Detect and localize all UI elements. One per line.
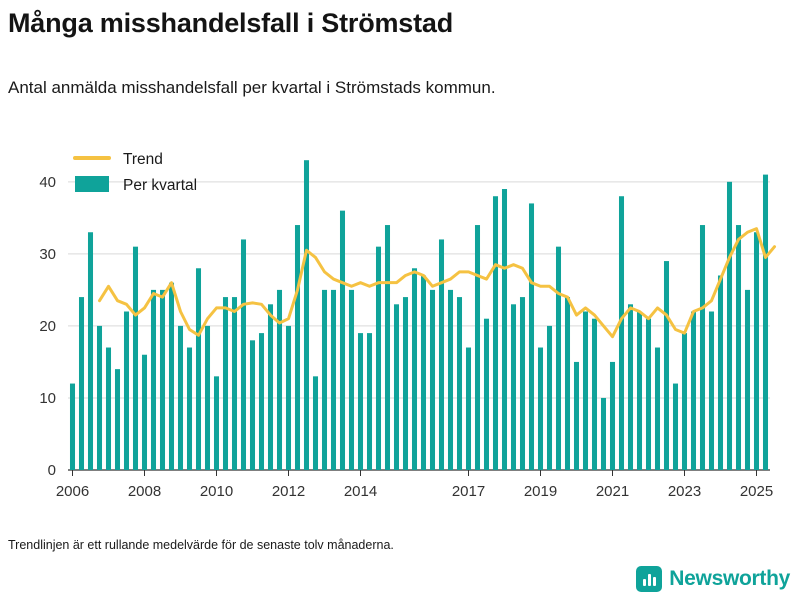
bar: [691, 312, 696, 471]
bar: [115, 369, 120, 470]
bar: [547, 326, 552, 470]
x-axis-tick-label: 2014: [343, 483, 378, 500]
bar: [412, 268, 417, 470]
bar: [511, 304, 516, 470]
bar: [556, 247, 561, 470]
bar: [268, 304, 273, 470]
bar: [286, 326, 291, 470]
bar: [673, 384, 678, 470]
bar: [340, 211, 345, 470]
y-axis-tick-label: 10: [39, 389, 56, 407]
bar: [106, 348, 111, 470]
bar: [646, 319, 651, 470]
chart-footnote: Trendlinjen är ett rullande medelvärde för de senaste tolv månaderna.: [8, 538, 394, 552]
bar: [79, 297, 84, 470]
page-subtitle: Antal anmälda misshandelsfall per kvartal i Strömstads kommun.: [8, 78, 496, 97]
x-axis-tick-label: 2008: [127, 483, 162, 500]
bar: [430, 290, 435, 470]
bar: [277, 290, 282, 470]
bar: [295, 225, 300, 470]
bar: [376, 247, 381, 470]
x-axis-tick-label: 2006: [55, 483, 90, 500]
bar: [484, 319, 489, 470]
y-axis-tick-label: 0: [47, 462, 56, 479]
bar: [142, 355, 147, 470]
logo-text: Newsworthy: [669, 567, 790, 590]
bar: [133, 247, 138, 470]
bar: [520, 297, 525, 470]
bar: [709, 312, 714, 471]
bar: [592, 319, 597, 470]
bar: [304, 160, 309, 470]
bar: [718, 275, 723, 470]
bar: [160, 290, 165, 470]
bar: [322, 290, 327, 470]
x-axis-tick-label: 2019: [523, 483, 558, 500]
bar: [475, 225, 480, 470]
bar: [313, 376, 318, 470]
legend-label: Trend: [123, 151, 163, 168]
bar-chart-icon: [636, 566, 662, 592]
bar: [259, 333, 264, 470]
bar: [214, 376, 219, 470]
bar: [754, 232, 759, 470]
bar-chart: [0, 125, 800, 510]
bar: [448, 290, 453, 470]
newsworthy-logo: [636, 566, 790, 592]
bar: [619, 196, 624, 470]
bar: [664, 261, 669, 470]
bar: [88, 232, 93, 470]
bar: [205, 326, 210, 470]
bar: [745, 290, 750, 470]
bar: [466, 348, 471, 470]
bar: [493, 196, 498, 470]
bar: [70, 384, 75, 470]
bar: [250, 340, 255, 470]
bar: [439, 239, 444, 470]
x-axis-tick-label: 2023: [667, 483, 702, 500]
bar: [223, 297, 228, 470]
bar: [232, 297, 237, 470]
bar: [151, 290, 156, 470]
x-axis-tick-label: 2012: [271, 483, 306, 500]
bar: [529, 203, 534, 470]
legend-marker-per-kvartal: [75, 176, 109, 192]
bar: [385, 225, 390, 470]
bar: [196, 268, 201, 470]
bar: [610, 362, 615, 470]
x-axis-tick-label: 2021: [595, 483, 630, 500]
bar: [367, 333, 372, 470]
chart-container: [0, 125, 800, 510]
bar: [763, 175, 768, 470]
bar: [655, 348, 660, 470]
bar: [421, 275, 426, 470]
chart-legend: [75, 151, 197, 194]
bar: [403, 297, 408, 470]
bar: [241, 239, 246, 470]
page-title: Många misshandelsfall i Strömstad: [8, 8, 454, 38]
bar: [637, 312, 642, 471]
bar: [682, 333, 687, 470]
bar: [583, 312, 588, 471]
bar: [502, 189, 507, 470]
y-axis-tick-label: 20: [39, 317, 56, 335]
bar: [628, 304, 633, 470]
bar: [565, 297, 570, 470]
bar: [736, 225, 741, 470]
x-axis-tick-label: 2025: [739, 483, 774, 500]
y-axis-tick-label: 30: [39, 245, 56, 263]
bar: [124, 312, 129, 471]
bar: [601, 398, 606, 470]
bar: [349, 290, 354, 470]
x-axis-tick-label: 2010: [199, 483, 234, 500]
bar: [187, 348, 192, 470]
bar: [538, 348, 543, 470]
bar: [394, 304, 399, 470]
bar: [700, 225, 705, 470]
x-axis-tick-label: 2017: [451, 483, 486, 500]
bar: [727, 182, 732, 470]
bar: [97, 326, 102, 470]
bar: [574, 362, 579, 470]
bar: [358, 333, 363, 470]
bar: [169, 283, 174, 470]
bar: [178, 326, 183, 470]
bar: [457, 297, 462, 470]
bar: [331, 290, 336, 470]
y-axis-tick-label: 40: [39, 173, 56, 191]
legend-label: Per kvartal: [123, 177, 198, 194]
